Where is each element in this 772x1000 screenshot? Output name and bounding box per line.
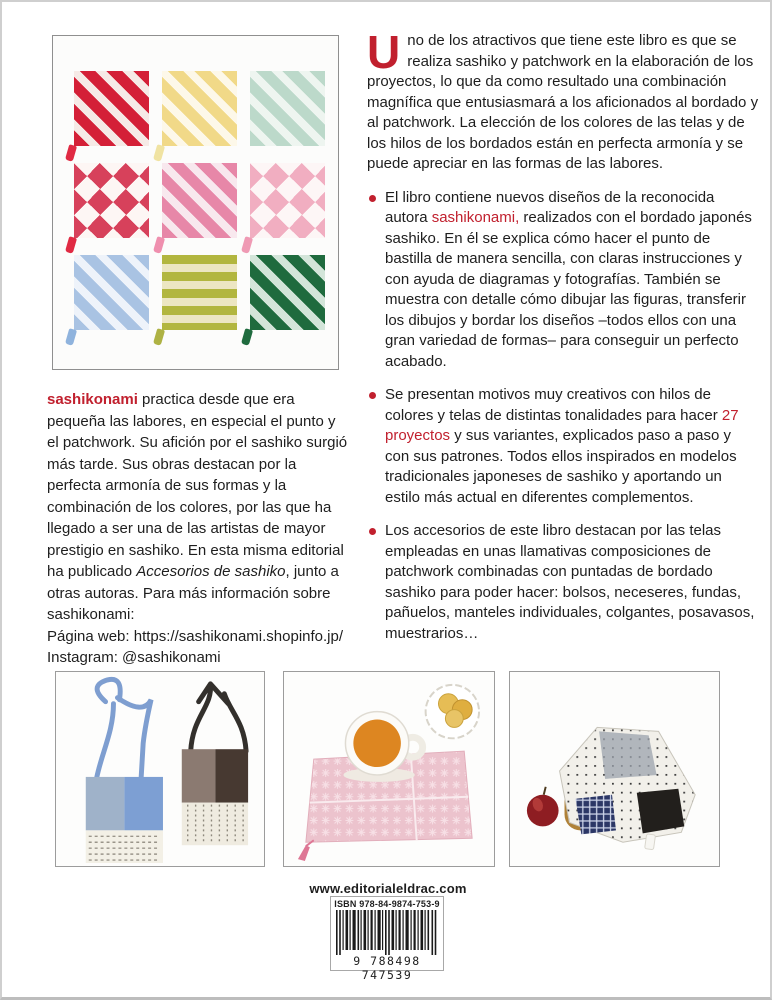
cookie-plate bbox=[426, 685, 479, 738]
isbn-barcode bbox=[330, 896, 444, 982]
tassel bbox=[65, 236, 77, 254]
isbn-label: ISBN 978-84-9874-753-9 bbox=[334, 899, 440, 909]
drop-cap: U bbox=[367, 26, 401, 78]
fabric-square-yellow-diagonal bbox=[162, 71, 237, 146]
bullet-2-post: y sus variantes, explicados paso a paso y con sus patrones. Todos ellos inspirados en modelos tradicionales japoneses de sashiko y aportando un estilo más actual en diferentes complementos. bbox=[385, 427, 737, 506]
bullet-2-highlight: 27 proyectos bbox=[385, 406, 739, 444]
bio-text-1: practica desde que era pequeña las labores, en especial el punto y el patchwork. Su afición por el sashiko surgió más tarde. Sus obras destacan por la perfecta armonía de sus formas y la combinación de los colores, por las que ha llegado a ser una de las artistas de mayor prestigio en sashiko. En esta misma editorial ha publicado bbox=[47, 391, 348, 580]
photo-placemat-tea bbox=[283, 671, 495, 867]
bullet-1-pre: El libro contiene nuevos diseños de la reconocida autora bbox=[385, 188, 715, 226]
bags-illustration bbox=[56, 672, 264, 866]
coaster-grid bbox=[74, 71, 325, 330]
coasters-photo bbox=[52, 35, 339, 370]
tassel bbox=[241, 236, 253, 254]
bullet-item-2 bbox=[367, 385, 759, 508]
bullet-item-3 bbox=[367, 521, 759, 644]
intro-text: no de los atractivos que tiene este libro es que se realiza sashiko y patchwork en la elaboración de los proyectos, lo que da como resultado una combinación magnífica que entusiasmará a los aficionados al bordado y al patchwork. La elección de los colores de las telas y de los hilos de los bordados están en perfecta armonía y se puede apreciar en las formas de las labores. bbox=[367, 32, 759, 172]
author-bio bbox=[47, 389, 350, 669]
bullet-item-1 bbox=[367, 188, 759, 373]
blue-pouch bbox=[86, 777, 163, 863]
basket-illustration bbox=[510, 672, 719, 866]
tassel bbox=[65, 328, 77, 346]
tassel bbox=[153, 236, 165, 254]
fabric-square-mint-diagonal bbox=[250, 71, 325, 146]
barcode-bars bbox=[336, 910, 438, 955]
placemat-illustration bbox=[284, 672, 494, 866]
bullet-1-highlight: sashikonami, bbox=[431, 209, 520, 226]
tassel bbox=[153, 328, 165, 346]
isbn-digits: 9 788498 747539 bbox=[353, 954, 421, 982]
publisher-website: www.editorialeldrac.com bbox=[309, 881, 467, 896]
description-column bbox=[367, 26, 759, 644]
bullet-1-post: realizados con el bordado japonés sashiko. En él se explica cómo hacer el punto de bastilla de manera sencilla, con claras instrucciones y con ayuda de diagramas y fotografías. También se muestra con detalle cómo dibujar las figuras, transferir los dibujos y bordar los diseños –todos ellos con una gran variedad de formas– para conseguir un perfecto acabado. bbox=[385, 209, 752, 370]
fabric-square-pink-check bbox=[250, 163, 325, 238]
fabric-square-red-diagonal bbox=[74, 71, 149, 146]
tassel bbox=[241, 328, 253, 346]
fabric-square-blue-diagonal bbox=[74, 255, 149, 330]
tassel bbox=[153, 144, 165, 162]
author-name: sashikonami bbox=[47, 391, 138, 408]
bio-book-title: Accesorios de sashiko bbox=[136, 563, 286, 580]
bio-text-2: , junto a otras autoras. Para más información sobre sashikonami: bbox=[47, 563, 339, 623]
intro-paragraph bbox=[367, 26, 759, 175]
fabric-square-green-diagonal bbox=[250, 255, 325, 330]
tassel bbox=[65, 144, 77, 162]
bio-paragraph bbox=[47, 389, 350, 626]
bio-web-line: Página web: https://sashikonami.shopinfo.jp/ bbox=[47, 627, 344, 645]
bio-instagram-line: Instagram: @sashikonami bbox=[47, 649, 221, 666]
fabric-square-pink-diagonal bbox=[162, 163, 237, 238]
fabric-square-olive-horizontal bbox=[162, 255, 237, 330]
photo-basket-cover bbox=[509, 671, 720, 867]
bullet-3-pre: Los accesorios de este libro destacan por las telas empleadas en unas llamativas composiciones de patchwork combinadas con puntadas de bordado sashiko para poder hacer: bolsos, neceseres, fundas, pañuelos, manteles individuales, colgantes, posavasos, muestrarios… bbox=[385, 522, 755, 642]
fabric-square-red-check bbox=[74, 163, 149, 238]
photo-shoulder-bags bbox=[55, 671, 265, 867]
bullet-2-pre: Se presentan motivos muy creativos con hilos de colores y telas de distintas tonalidades para hacer bbox=[385, 386, 722, 424]
